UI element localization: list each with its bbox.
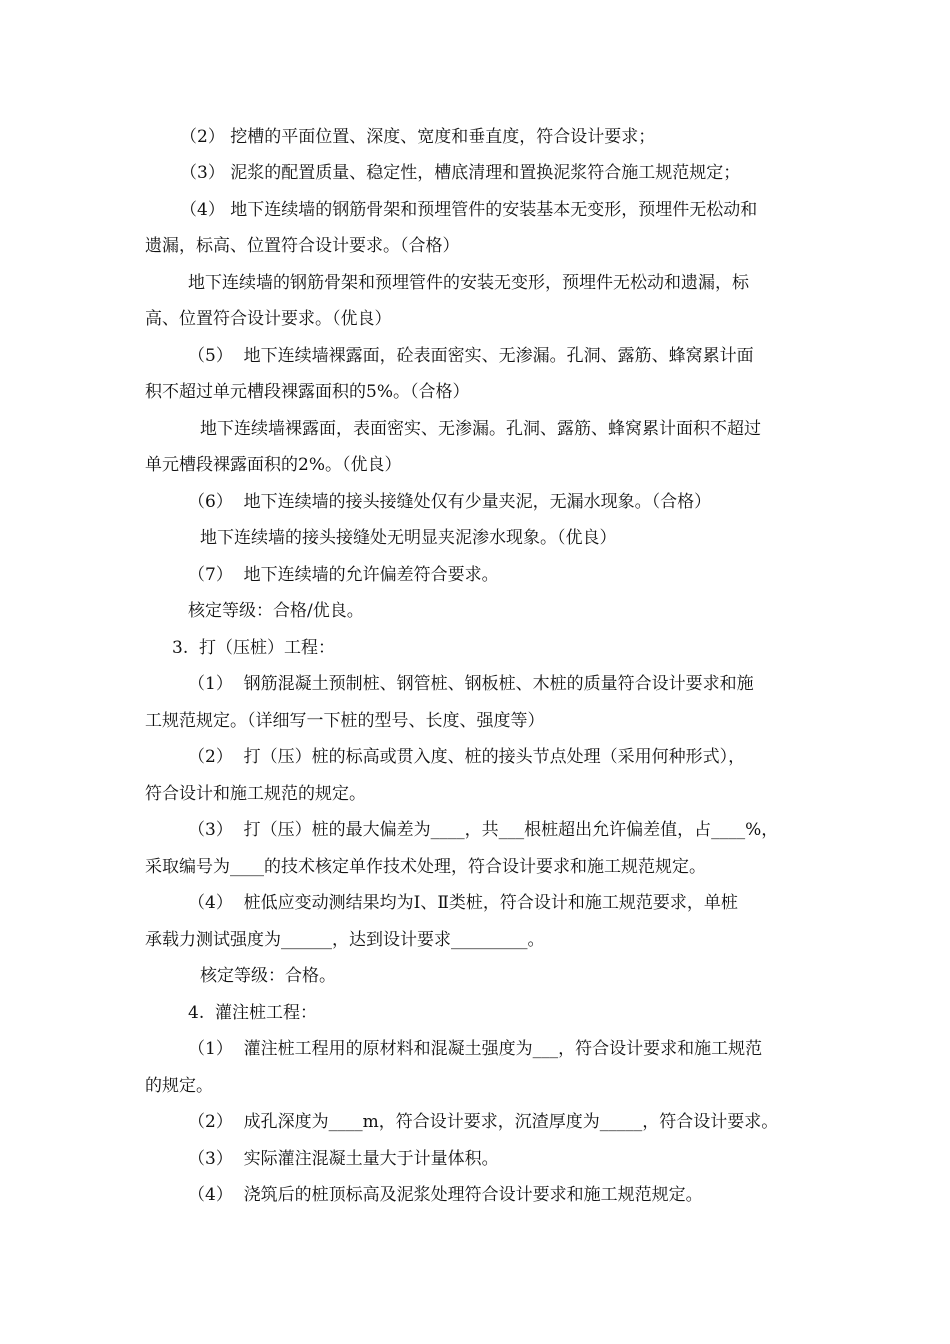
section-3-heading: 3. 打（压桩）工程： [172,638,336,658]
item-5-line-1: （5） 地下连续墙裸露面，砼表面密实、无渗漏。孔洞、露筋、蜂窝累计面 [188,346,754,366]
pile-item-3-line-1: （3） 打（压）桩的最大偏差为____，共___根桩超出允许偏差值，占____%， [188,820,779,840]
cast-pile-item-3-line: （3） 实际灌注混凝土量大于计量体积。 [188,1149,499,1169]
section-4-heading: 4. 灌注桩工程： [188,1003,318,1023]
cast-pile-item-1-line-2: 的规定。 [145,1076,213,1096]
item-4-excellent-line-2: 高、位置符合设计要求。（优良） [145,309,392,329]
item-4-line-1: （4） 地下连续墙的钢筋骨架和预埋管件的安装基本无变形，预埋件无松动和 [180,200,758,220]
pile-item-4-line-2: 承载力测试强度为______，达到设计要求_________。 [145,930,545,950]
pile-item-2-line-2: 符合设计和施工规范的规定。 [145,784,366,804]
pile-item-1-line-2: 工规范规定。（详细写一下桩的型号、长度、强度等） [145,711,545,731]
cast-pile-item-1-line-1: （1） 灌注桩工程用的原材料和混凝土强度为___，符合设计要求和施工规范 [188,1039,763,1059]
item-4-excellent-line-1: 地下连续墙的钢筋骨架和预埋管件的安装无变形，预埋件无松动和遗漏，标 [188,273,749,293]
cast-pile-item-2-line: （2） 成孔深度为____m，符合设计要求，沉渣厚度为_____，符合设计要求。 [188,1112,779,1132]
item-5-line-2: 积不超过单元槽段裸露面积的5%。（合格） [145,382,470,402]
pile-item-2-line-1: （2） 打（压）桩的标高或贯入度、桩的接头节点处理（采用何种形式）， [188,747,746,767]
pile-item-3-line-2: 采取编号为____的技术核定单作技术处理，符合设计要求和施工规范规定。 [145,857,706,877]
grade-line-2: 核定等级：合格。 [200,966,336,986]
grade-line-1: 核定等级：合格/优良。 [188,601,364,621]
item-4-line-2: 遗漏，标高、位置符合设计要求。（合格） [145,236,460,256]
item-6-line: （6） 地下连续墙的接头接缝处仅有少量夹泥，无漏水现象。（合格） [188,492,712,512]
item-5-excellent-line-2: 单元槽段裸露面积的2%。（优良） [145,455,402,475]
item-2-line: （2） 挖槽的平面位置、深度、宽度和垂直度，符合设计要求； [180,127,656,147]
pile-item-1-line-1: （1） 钢筋混凝土预制桩、钢管桩、钢板桩、木桩的质量符合设计要求和施 [188,674,754,694]
pile-item-4-line-1: （4） 桩低应变动测结果均为Ⅰ、Ⅱ类桩，符合设计和施工规范要求，单桩 [188,893,738,913]
cast-pile-item-4-line: （4） 浇筑后的桩顶标高及泥浆处理符合设计要求和施工规范规定。 [188,1185,703,1205]
item-3-line: （3） 泥浆的配置质量、稳定性，槽底清理和置换泥浆符合施工规范规定； [180,163,741,183]
item-7-line: （7） 地下连续墙的允许偏差符合要求。 [188,565,499,585]
item-5-excellent-line-1: 地下连续墙裸露面，表面密实、无渗漏。孔洞、露筋、蜂窝累计面积不超过 [200,419,761,439]
item-6-excellent-line: 地下连续墙的接头接缝处无明显夹泥渗水现象。（优良） [200,528,617,548]
